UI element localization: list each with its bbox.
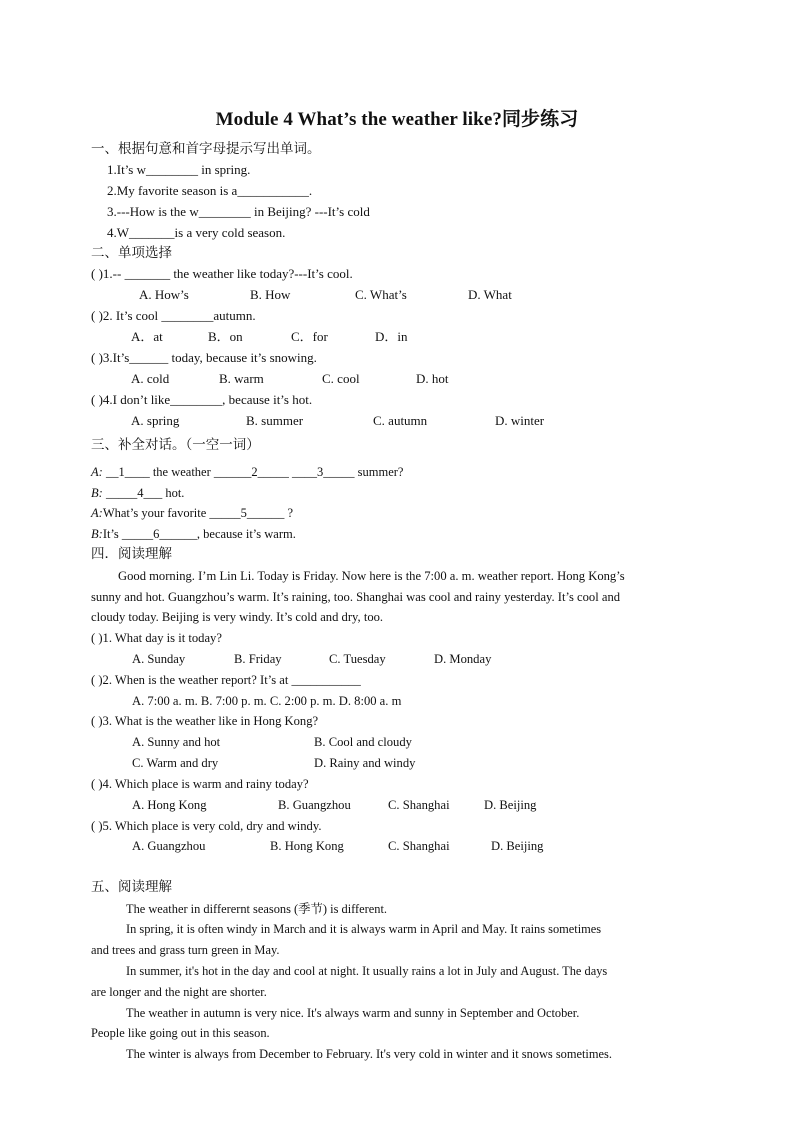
option: A. Hong Kong <box>132 798 207 812</box>
option: D．in <box>375 329 408 344</box>
passage-line: The winter is always from December to February. It's very cold in winter and it snows sometimes. <box>126 1047 612 1061</box>
option: A. How’s <box>139 287 189 302</box>
dialogue-text: __1____ the weather ______2_____ ____3_____ summer? <box>102 465 404 479</box>
option: B. Guangzhou <box>278 798 351 812</box>
option: C. Warm and dry <box>132 756 219 770</box>
option: A．at <box>131 329 163 344</box>
section1-item: 2.My favorite season is a___________. <box>107 183 313 198</box>
dialogue-line <box>91 464 403 480</box>
option: A. Guangzhou <box>132 839 206 853</box>
option: C. Shanghai <box>388 839 450 853</box>
passage-line: Good morning. I’m Lin Li. Today is Friday. Now here is the 7:00 a. m. weather report. Hong Kong’s <box>118 569 625 583</box>
option: D. What <box>468 287 512 302</box>
question-stem: ( )3.It’s______ today, because it’s snowing. <box>91 350 317 365</box>
question-stem: ( )3. What is the weather like in Hong Kong? <box>91 714 319 728</box>
dialogue-text: It’s _____6______, because it’s warm. <box>102 527 296 541</box>
passage-line: In summer, it's hot in the day and cool at night. It usually rains a lot in July and August. The days <box>126 964 608 978</box>
passage-line: cloudy today. Beijing is very windy. It’s cold and dry, too. <box>91 610 384 624</box>
option: C. What’s <box>355 287 407 302</box>
option: C. Shanghai <box>388 798 450 812</box>
question-stem: ( )4.I don’t like________, because it’s hot. <box>91 392 313 407</box>
option: A. Sunny and hot <box>132 735 221 749</box>
option: D. winter <box>495 413 545 428</box>
question-stem: ( )1.-- _______ the weather like today?---It’s cool. <box>91 266 353 281</box>
passage-line: In spring, it is often windy in March and it is always warm in April and May. It rains sometimes <box>126 922 602 936</box>
option: B. Friday <box>234 652 282 666</box>
option: A. 7:00 a. m. B. 7:00 p. m. C. 2:00 p. m. D. 8:00 a. m <box>132 694 402 708</box>
option: A. spring <box>131 413 180 428</box>
option: D. Beijing <box>491 839 544 853</box>
question-stem: ( )4. Which place is warm and rainy today? <box>91 777 309 791</box>
section1-item: 1.It’s w________ in spring. <box>107 162 251 177</box>
speaker: A: <box>91 465 103 479</box>
section2-heading: 二、单项选择 <box>91 245 172 261</box>
question-stem: ( )2. When is the weather report? It’s at ___________ <box>91 673 361 687</box>
speaker: A: <box>91 506 103 520</box>
option: B. Hong Kong <box>270 839 344 853</box>
section1-item: 4.W_______is a very cold season. <box>107 225 286 240</box>
question-stem: ( )1. What day is it today? <box>91 631 222 645</box>
option: B. summer <box>246 413 304 428</box>
section1-item: 3.---How is the w________ in Beijing? ---It’s cold <box>107 204 370 219</box>
section3-heading: 三、补全对话。（一空一词） <box>91 437 260 453</box>
passage-line: sunny and hot. Guangzhou’s warm. It’s raining, too. Shanghai was cool and rainy yesterday. It’s cool and <box>91 590 621 604</box>
passage-line: and trees and grass turn green in May. <box>91 943 280 957</box>
option: C. cool <box>322 371 360 386</box>
option: D. Beijing <box>484 798 537 812</box>
passage-line: People like going out in this season. <box>91 1026 270 1040</box>
option: B. How <box>250 287 291 302</box>
option: A. Sunday <box>132 652 186 666</box>
option: B. Cool and cloudy <box>314 735 412 749</box>
option: D. hot <box>416 371 449 386</box>
question-stem: ( )2. It’s cool ________autumn. <box>91 308 256 323</box>
passage-line: The weather in autumn is very nice. It's always warm and sunny in September and October. <box>126 1006 580 1020</box>
dialogue-line <box>91 526 296 542</box>
section5-heading: 五、阅读理解 <box>91 879 172 895</box>
option: C. Tuesday <box>329 652 386 666</box>
passage-line: The weather in differernt seasons (季节) is different. <box>126 902 388 916</box>
option: C．for <box>291 329 328 344</box>
option: A. cold <box>131 371 170 386</box>
option: B. warm <box>219 371 264 386</box>
section1-heading: 一、根据句意和首字母提示写出单词。 <box>91 141 321 157</box>
dialogue-line <box>91 505 293 521</box>
page-title: Module 4 What’s the weather like?同步练习 <box>215 109 579 130</box>
option: D. Monday <box>434 652 492 666</box>
dialogue-text: What’s your favorite _____5______ ? <box>102 506 294 520</box>
section4-heading: 四．阅读理解 <box>91 546 172 562</box>
speaker: B: <box>91 527 103 541</box>
speaker: B: <box>91 486 103 500</box>
question-stem: ( )5. Which place is very cold, dry and windy. <box>91 819 322 833</box>
option: C. autumn <box>373 413 428 428</box>
dialogue-line <box>91 485 184 501</box>
passage-line: are longer and the night are shorter. <box>91 985 267 999</box>
dialogue-text: _____4___ hot. <box>102 486 185 500</box>
option: B．on <box>208 329 243 344</box>
option: D. Rainy and windy <box>314 756 416 770</box>
